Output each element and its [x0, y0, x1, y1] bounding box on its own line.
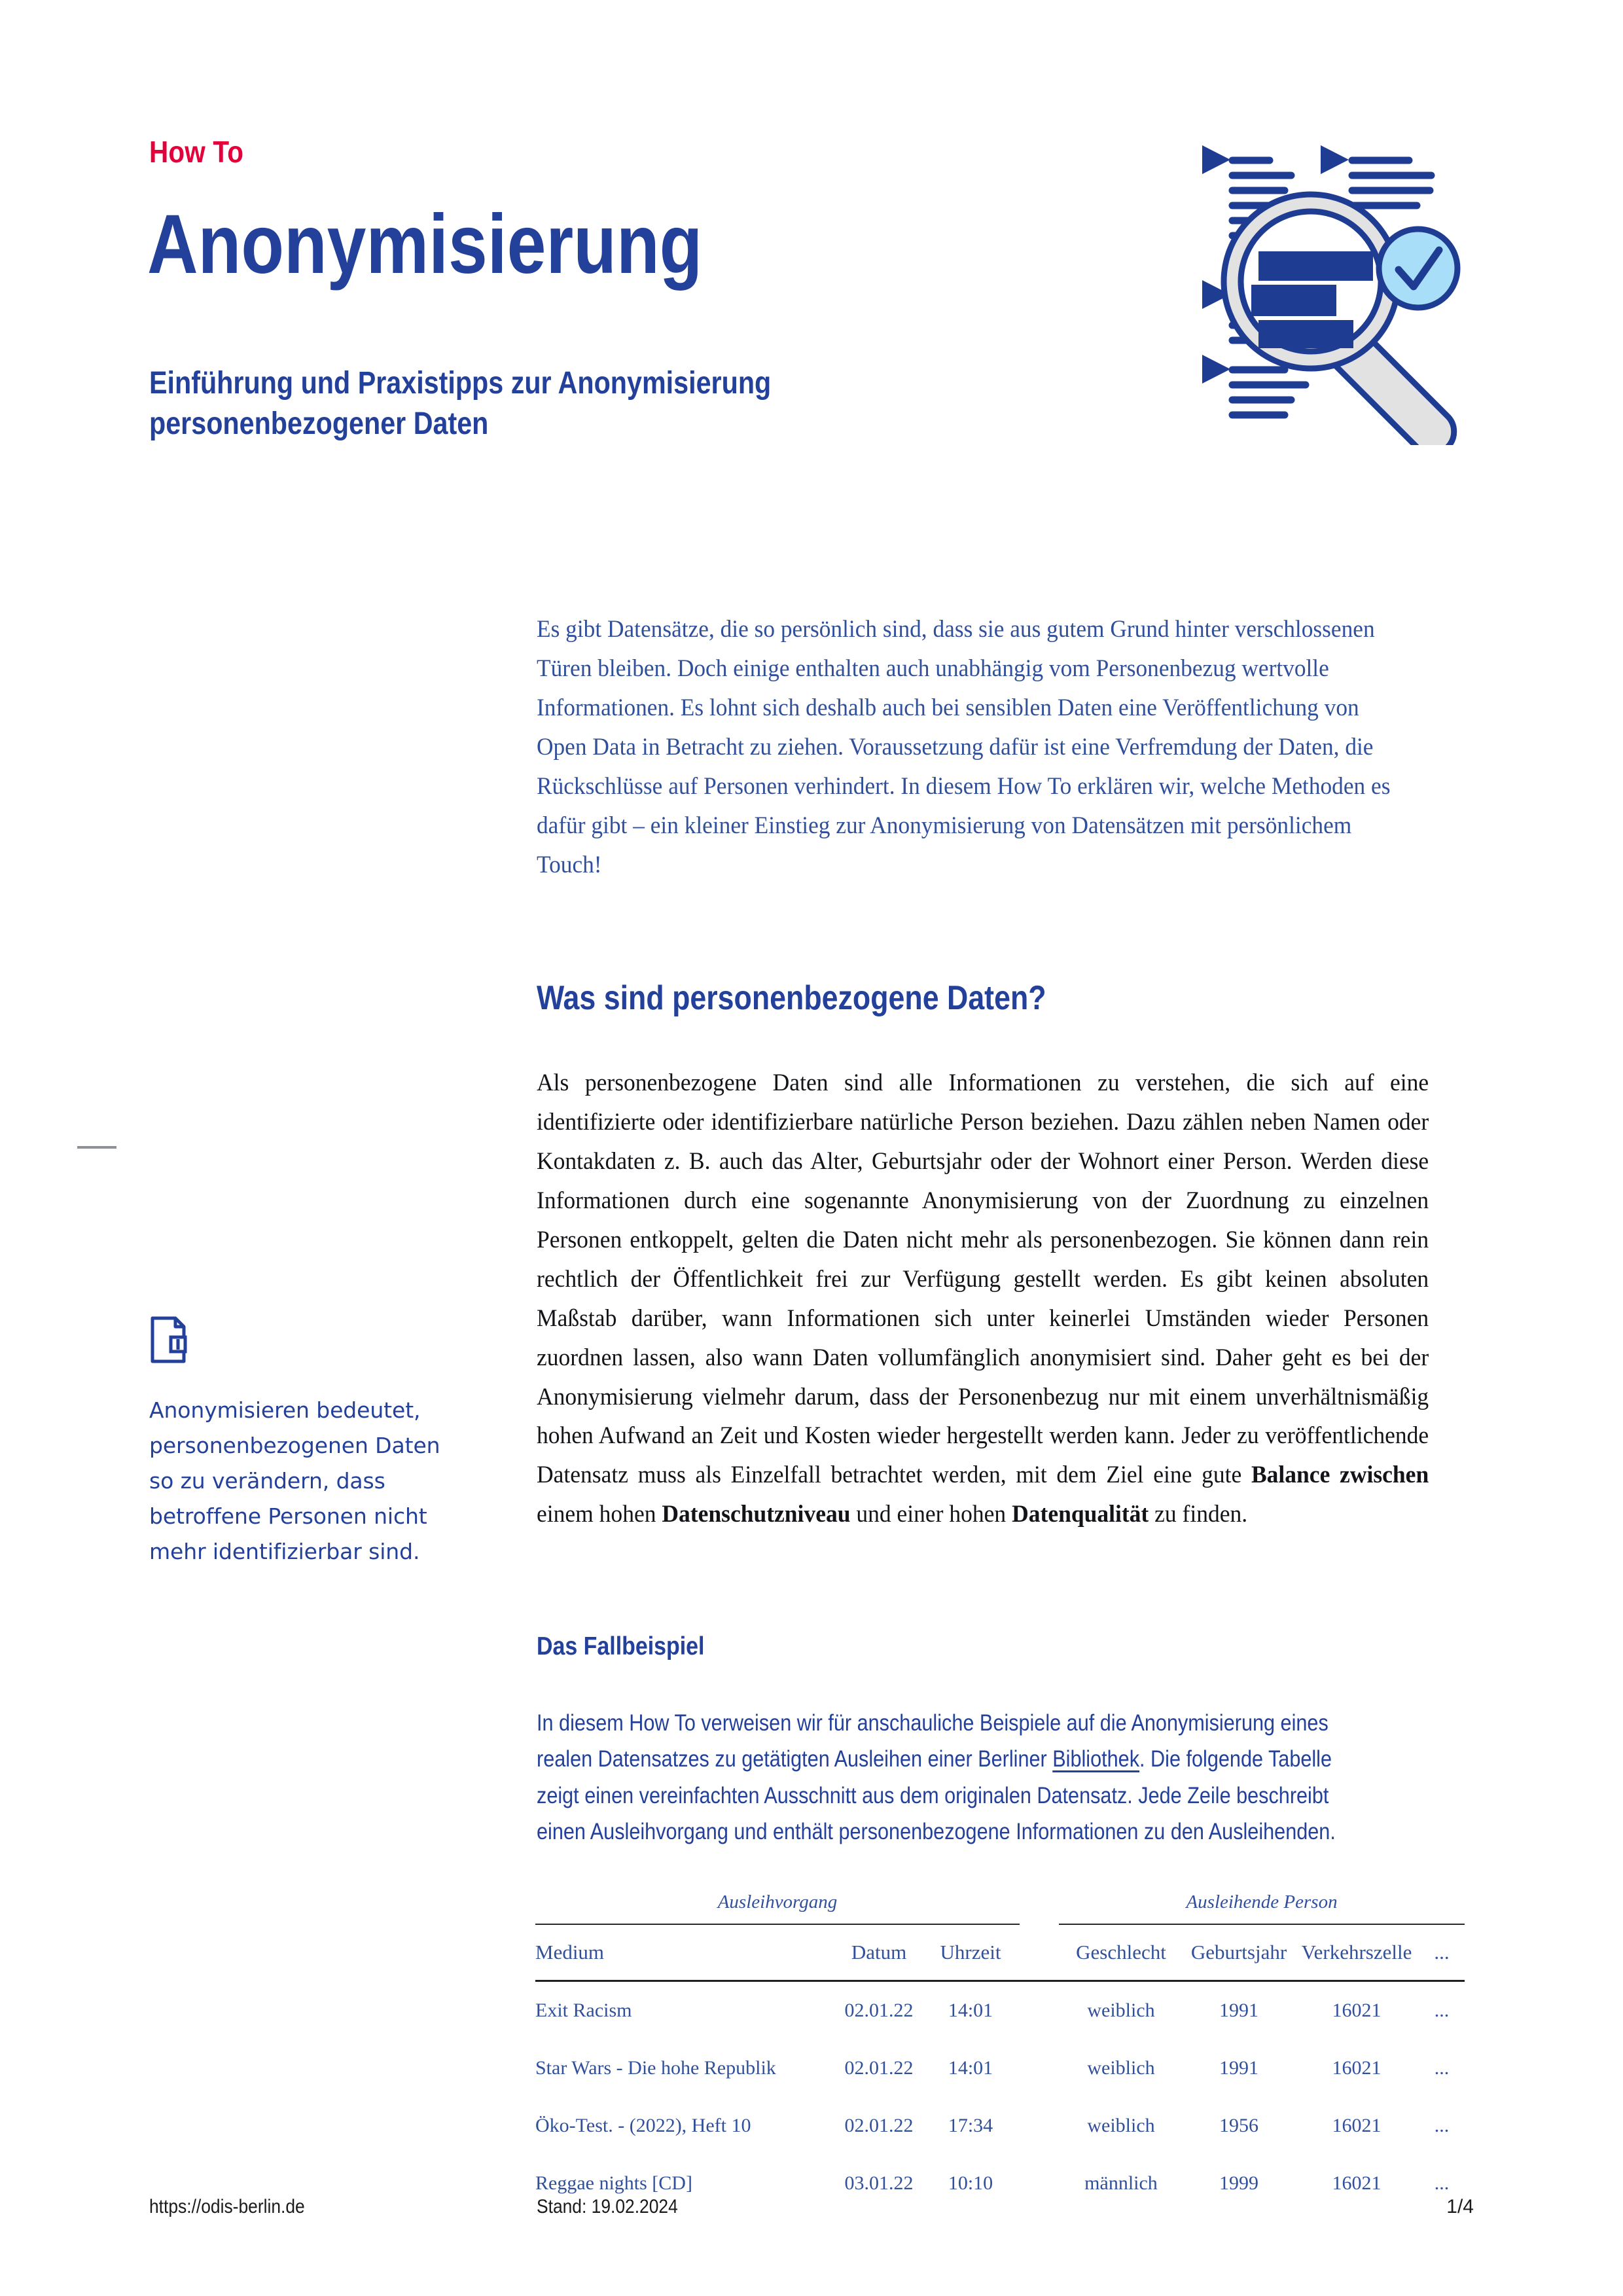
cell-geburtsjahr: 1991 [1219, 2000, 1258, 2021]
cell-datum: 02.01.22 [844, 2115, 914, 2136]
table-group-header-row [535, 1892, 1465, 1924]
cell-verkehrszelle: 16021 [1332, 2057, 1382, 2079]
cell-uhrzeit: 14:01 [948, 2057, 993, 2079]
column-header-geburtsjahr: Geburtsjahr [1190, 1941, 1287, 1964]
subsection-heading: Das Fallbeispiel [537, 1632, 705, 1660]
column-header-verkehrszelle: Verkehrszelle [1301, 1941, 1412, 1964]
magnifying-glass-document-check-illustration [1162, 124, 1489, 445]
column-header-geschlecht: Geschlecht [1076, 1941, 1166, 1964]
cell-uhrzeit: 10:10 [948, 2172, 993, 2194]
cell-verkehrszelle: 16021 [1332, 2000, 1382, 2021]
cell-geschlecht: weiblich [1087, 2115, 1155, 2136]
table-column-header-row [535, 1926, 1465, 1981]
cell-geburtsjahr: 1991 [1219, 2057, 1258, 2079]
cell-datum: 02.01.22 [844, 2000, 914, 2021]
body-text-4: zu finden. [1149, 1501, 1248, 1528]
group-header-ausleihvorgang: Ausleihvorgang [717, 1892, 838, 1912]
side-note-text: Anonymisieren bedeutet, personenbezogenen Daten so zu verändern, dass betroffene Personen nicht mehr identifizierbar sind. [149, 1397, 440, 1565]
footer-url[interactable]: https://odis-berlin.de [149, 2196, 305, 2217]
cell-ellipsis: ... [1434, 2000, 1450, 2021]
page-title: Anonymisierung [147, 198, 703, 291]
footer-date: Stand: 19.02.2024 [537, 2196, 678, 2217]
cell-uhrzeit: 17:34 [948, 2115, 993, 2136]
cell-ellipsis: ... [1434, 2057, 1450, 2079]
column-header-ellipsis: ... [1434, 1941, 1450, 1964]
cell-ellipsis: ... [1434, 2115, 1450, 2136]
cell-medium: Öko-Test. - (2022), Heft 10 [535, 2115, 751, 2136]
cell-geburtsjahr: 1999 [1219, 2172, 1258, 2194]
section-body-paragraph [537, 1064, 1429, 1534]
footer-page-number: 1/4 [1446, 2196, 1474, 2217]
cell-medium: Exit Racism [535, 2000, 632, 2021]
intro-paragraph: Es gibt Datensätze, die so persönlich sind, dass sie aus gutem Grund hinter verschlossenen Türen bleiben. Doch einige enthalten auch unabhängig vom Personenbezug wertvolle Informationen. Es lohnt sich deshalb auch bei sensiblen Daten eine Veröffentlichung von Open Data in Betracht zu ziehen. Voraussetzung dafür ist eine Verfremdung der Daten, die Rückschlüsse auf Personen verhindert. In diesem How To erklären wir, welche Methoden es dafür gibt – ein kleiner Einstieg zur Anonymisierung von Datensätzen mit persönlichem Touch! [537, 616, 1391, 878]
bibliothek-link[interactable]: Bibliothek [1052, 1746, 1140, 1772]
group-header-ausleihende-person: Ausleihende Person [1186, 1892, 1338, 1912]
cell-verkehrszelle: 16021 [1332, 2172, 1382, 2194]
cell-medium: Reggae nights [CD] [535, 2172, 692, 2194]
document-anonymize-icon [149, 1316, 191, 1364]
column-header-uhrzeit: Uhrzeit [940, 1941, 1001, 1964]
body-bold-1: Balance zwischen [1251, 1462, 1429, 1489]
cell-ellipsis: ... [1434, 2172, 1450, 2194]
page-subtitle: Einführung und Praxistipps zur Anonymisierung personenbezogener Daten [149, 366, 772, 442]
column-header-medium: Medium [535, 1941, 605, 1964]
case-text-before: In diesem How To verweisen wir für anschauliche Beispiele auf die Anonymisierung eines realen Datensatzes zu getätigten Ausleihen einer Berliner [537, 1710, 1329, 1772]
body-bold-3: Datenqualität [1012, 1501, 1149, 1528]
cell-geschlecht: männlich [1084, 2172, 1158, 2194]
page-kicker: How To [149, 135, 244, 169]
cell-verkehrszelle: 16021 [1332, 2115, 1382, 2136]
cell-datum: 03.01.22 [844, 2172, 914, 2194]
table-row [535, 2039, 1465, 2097]
case-text-after: . Die folgende Tabelle zeigt einen vereinfachten Ausschnitt aus dem originalen Datensatz. Jede Zeile beschreibt einen Ausleihvorgang und enthält personenbezogene Informationen zu den Ausleihenden. [537, 1746, 1336, 1844]
column-header-datum: Datum [851, 1941, 907, 1964]
cell-uhrzeit: 14:01 [948, 2000, 993, 2021]
body-text-1: Als personenbezogene Daten sind alle Informationen zu verstehen, die sich auf eine identifizierte oder identifizierbare natürliche Person beziehen. Dazu zählen neben Namen oder Kontakdaten z. B. auch das Alter, Geburtsjahr oder der Wohnort einer Person. Werden diese Informationen durch eine sogenannte Anonymisierung von der Zuordnung zu einzelnen Personen entkoppelt, gelten die Daten nicht mehr als personenbezogen. Sie können dann rein rechtlich der Öffentlichkeit frei zur Verfügung gestellt werden. Es gibt keinen absoluten Maßstab darüber, wann Informationen sich unter keinerlei Umständen wieder Personen zuordnen lassen, also wann Daten vollumfänglich anonymisiert sind. Daher geht es bei der Anonymisierung vielmehr darum, dass der Personenbezug nur mit einem unverhältnismäßig hohen Aufwand an Zeit und Kosten wieder hergestellt werden kann. Jeder zu veröffentlichende Datensatz muss als Einzelfall betrachtet werden, mit dem Ziel eine gute [537, 1069, 1429, 1489]
table-row [535, 1982, 1465, 2039]
side-note [149, 1316, 457, 1570]
cell-geschlecht: weiblich [1087, 2000, 1155, 2021]
body-text-3: und einer hohen [850, 1501, 1012, 1528]
cell-medium: Star Wars - Die hohe Republik [535, 2057, 776, 2079]
body-text-2: einem hohen [537, 1501, 662, 1528]
body-bold-2: Datenschutzniveau [662, 1501, 851, 1528]
cell-datum: 02.01.22 [844, 2057, 914, 2079]
cell-geschlecht: weiblich [1087, 2057, 1155, 2079]
section-heading: Was sind personenbezogene Daten? [537, 979, 1046, 1018]
table-row [535, 2097, 1465, 2155]
cell-geburtsjahr: 1956 [1219, 2115, 1258, 2136]
table-body [535, 1982, 1465, 2212]
margin-divider [77, 1146, 116, 1149]
case-example-paragraph [537, 1705, 1350, 1850]
example-data-table [535, 1892, 1465, 2212]
